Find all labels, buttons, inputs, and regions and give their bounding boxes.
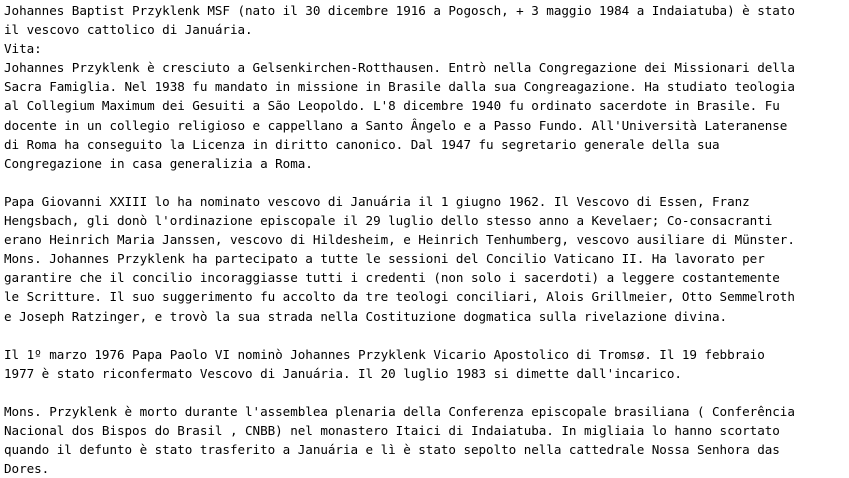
text-line: Papa Giovanni XXIII lo ha nominato vescovo di Januária il 1 giugno 1962. Il Vescovo di Essen, Franz [4, 193, 750, 209]
text-line: Il 1º marzo 1976 Papa Paolo VI nominò Johannes Przyklenk Vicario Apostolico di Tromsø. Il 19 febbraio [4, 346, 765, 362]
text-line: docente in un collegio religioso e cappellano a Santo Ângelo e a Passo Fundo. All'Università Lateranense [4, 117, 788, 133]
text-line: Congregazione in casa generalizia a Roma. [4, 155, 313, 171]
text-line: Mons. Johannes Przyklenk ha partecipato a tutte le sessioni del Concilio Vaticano II. Ha lavorato per [4, 251, 765, 267]
text-line: Johannes Baptist Przyklenk MSF (nato il 30 dicembre 1916 a Pogosch, + 3 maggio 1984 a Indaiatuba) è stato [4, 3, 795, 18]
text-line: erano Heinrich Maria Janssen, vescovo di Hildesheim, e Heinrich Tenhumberg, vescovo ausiliare di Münster. [4, 232, 795, 248]
text-line: quando il defunto è stato trasferito a Januária e lì è stato sepolto nella cattedrale Nossa Senhora das [4, 442, 780, 458]
text-line: Hengsbach, gli donò l'ordinazione episcopale il 29 luglio dello stesso anno a Kevelaer; Co-consacranti [4, 213, 773, 229]
text-line: 1977 è stato riconfermato Vescovo di Januária. Il 20 luglio 1983 si dimette dall'incarico. [4, 365, 682, 381]
section-heading: Vita: [4, 41, 42, 57]
text-line: Sacra Famiglia. Nel 1938 fu mandato in missione in Brasile dalla sua Congreagazione. Ha studiato teologia [4, 79, 795, 95]
paragraph-spacer [4, 173, 845, 192]
text-line: garantire che il concilio incoraggiasse tutti i credenti (non solo i sacerdoti) a leggere costantemente [4, 270, 780, 286]
text-line: Nacional dos Bispos do Brasil , CNBB) nel monastero Itaici di Indaiatuba. In migliaia lo hanno scortato [4, 423, 780, 439]
text-line: e Joseph Ratzinger, e trovò la sua strada nella Costituzione dogmatica sulla rivelazione divina. [4, 308, 728, 324]
text-line: le Scritture. Il suo suggerimento fu accolto da tre teologi conciliari, Alois Grillmeier, Otto Semmelroth [4, 289, 795, 305]
paragraph-spacer [4, 326, 845, 345]
text-line: Dores. [4, 461, 50, 477]
text-line: di Roma ha conseguito la Licenza in diritto canonico. Dal 1947 fu segretario generale della sua [4, 136, 720, 152]
paragraph-episcopate [4, 192, 845, 326]
text-line: Johannes Przyklenk è cresciuto a Gelsenkirchen-Rotthausen. Entrò nella Congregazione dei Missionari della [4, 60, 795, 76]
paragraph-early-life [4, 58, 845, 173]
paragraph-death [4, 402, 845, 478]
paragraph-spacer [4, 383, 845, 402]
text-line: al Collegium Maximum dei Gesuiti a São Leopoldo. L'8 dicembre 1940 fu ordinato sacerdote in Brasile. Fu [4, 98, 780, 114]
text-line: il vescovo cattolico di Januária. [4, 22, 253, 38]
text-line: Mons. Przyklenk è morto durante l'assemblea plenaria della Conferenza episcopale brasiliana ( Conferência [4, 403, 795, 419]
paragraph-tromso [4, 345, 845, 383]
intro-paragraph [4, 1, 845, 39]
